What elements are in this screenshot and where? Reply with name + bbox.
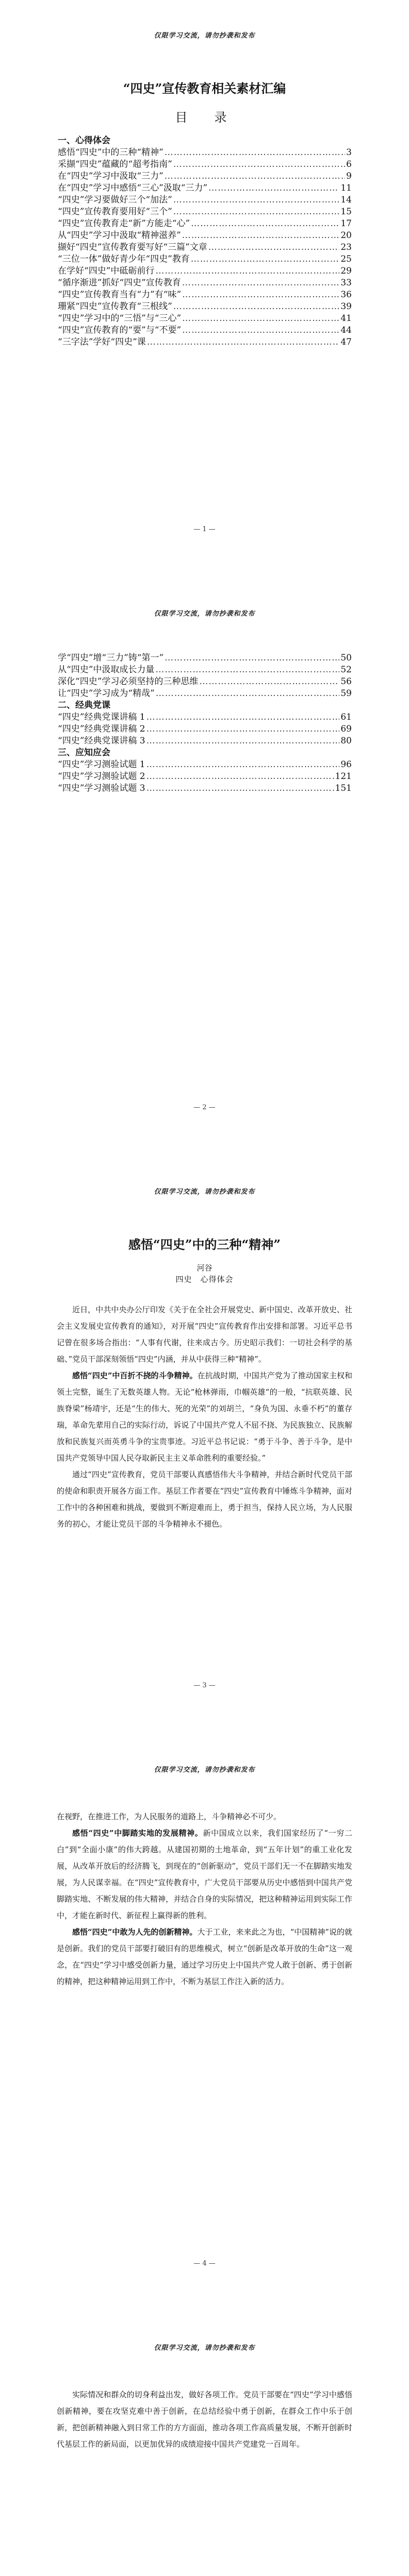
page-header: 仅限学习交流，请勿抄袭和发布 (154, 610, 255, 618)
toc-entry-page: 25 (340, 254, 352, 264)
toc-entry-page: 17 (340, 218, 352, 229)
article-author: 河谷 (197, 1263, 212, 1273)
toc-entry-page: 47 (340, 337, 352, 347)
toc-leader-dots (156, 688, 340, 700)
toc-entry-title: 深化“四史”学习必须坚持的三种思维 (58, 676, 199, 687)
page-2 (0, 578, 409, 1156)
toc-entry-page: 96 (340, 759, 352, 770)
toc-leader-dots (173, 194, 340, 206)
toc-entry-title: “四史”宣传教育要用好“三个” (58, 207, 172, 217)
toc-entry-page: 56 (340, 676, 352, 687)
toc-entry-title: “四史”学习测验试题 2 (58, 771, 145, 782)
paragraph (57, 1367, 352, 1466)
page-header: 仅限学习交流，请勿抄袭和发布 (154, 32, 255, 40)
toc-leader-dots (208, 242, 340, 253)
paragraph (57, 1466, 352, 1532)
toc-entry-title: “三字法”学好“四史”课 (58, 337, 146, 347)
toc-entry-title: “四史”学习测验试题 3 (58, 783, 145, 793)
paragraph-text: 在视野，在推进工作，为人民服务的道路上，斗争精神必不可少。 (57, 1812, 282, 1821)
article-title: 感悟“四史”中的三种“精神” (128, 1237, 281, 1252)
toc-leader-dots (147, 336, 340, 348)
toc-entry-page: 59 (340, 688, 352, 699)
toc-entry[interactable] (58, 759, 352, 771)
toc-entry[interactable] (58, 230, 352, 242)
toc-entry[interactable] (58, 253, 352, 265)
toc-entry-title: 感悟“四史”中的三种“精神” (58, 147, 163, 158)
toc-entry-title: “四史”经典党课讲稿 2 (58, 724, 145, 734)
document-title: “四史”宣传教育相关素材汇编 (123, 81, 286, 96)
toc-leader-dots (146, 771, 334, 783)
toc-entry[interactable] (58, 242, 352, 253)
paragraph-text: 实际情况和群众的切身利益出发，做好各项工作。党员干部要在“四史”学习中感悟创新精神，要在攻坚克难中善于创新，在总结经验中勇于创新，在群众工作中乐于创新，把创新精神融入到日常工作的方方面面，推动各项工作高质量发展，不断开创新时代基层工作的新局面，以更加优异的成绩迎接中国共产党建党一百周年。 (57, 2390, 352, 2449)
toc-section-heading: 一、心得体会 (58, 135, 110, 146)
toc-entry-page: 69 (340, 724, 352, 734)
toc-entry-page: 80 (340, 736, 352, 746)
paragraph-lead: 感悟“四史”中百折不挠的斗争精神。 (72, 1371, 198, 1380)
toc-entry-title: 让“四史”学习成为“精哉” (58, 688, 155, 699)
toc-entry-page: 121 (335, 771, 352, 782)
toc-leader-dots (146, 735, 340, 747)
toc-section-heading: 三、应知应会 (58, 748, 110, 758)
article-body (57, 2386, 352, 2452)
toc-entry-title: “四史”经典党课讲稿 1 (58, 712, 145, 722)
page-header: 仅限学习交流，请勿抄袭和发布 (154, 1188, 255, 1196)
toc-entry[interactable] (58, 676, 352, 688)
toc-leader-dots (173, 206, 340, 218)
toc-entry[interactable] (58, 783, 352, 794)
toc-entry-title: “循序渐进”抓好“四史”宣传教育 (58, 278, 181, 288)
toc-leader-dots (173, 159, 345, 171)
toc-leader-dots (146, 723, 340, 735)
page-1 (0, 0, 409, 578)
toc-entry-page: 29 (340, 266, 352, 276)
paragraph-text: 在抗战时期，中国共产党为了推动国家主权和领土完整，诞生了无数英雄人物。无论“枪林弹雨，巾帼英雄”的一般，“抗联英雄、民族脊梁”杨靖宇，还是“生的伟大、死的光荣”的刘胡兰，“身负为国、永垂不朽”的董存瑞，革命先辈用自己的实际行动，诉说了中国共产党人不屈不挠、为民族独立、民族解放和民族复兴而英勇斗争的宝贵事迹。习近平总书记说：“勇于斗争、善于斗争，是中国共产党领导中国人民夺取新民主主义革命胜利的重要经验。” (57, 1371, 352, 1463)
toc-entry-page: 6 (346, 159, 352, 170)
toc-entry-title: 在“四史”学习中汲取“三力” (58, 171, 163, 181)
toc-entry[interactable] (58, 289, 352, 301)
toc-entry-page: 9 (346, 171, 352, 181)
toc-leader-dots (208, 182, 339, 194)
toc-entry-page: 44 (340, 325, 352, 335)
toc-entry-title: “四史”学习测验试题 1 (58, 759, 145, 770)
article-byline: 四史 心得体会 (175, 1275, 234, 1284)
toc-leader-dots (165, 147, 345, 159)
toc-entry-page: 39 (340, 301, 352, 312)
toc-heading: 目 录 (175, 110, 234, 125)
toc-entry-title: “四史”学习要做好三个“加法” (58, 195, 172, 205)
toc-entry-page: 3 (346, 147, 352, 158)
paragraph-lead: 感悟“四史”中脚踏实地的发展精神。 (72, 1828, 203, 1838)
toc-entry-title: 珊紧“四史”宣传教育“三根线” (58, 301, 172, 312)
toc-entry-page: 151 (335, 783, 352, 793)
table-of-contents (58, 135, 352, 348)
toc-leader-dots (199, 676, 339, 688)
toc-entry[interactable] (58, 159, 352, 171)
toc-entry[interactable] (58, 711, 352, 723)
toc-entry-title: 从“四史”中汲取成长力量 (58, 665, 155, 675)
toc-entry-page: 52 (340, 665, 352, 675)
toc-entry-page: 20 (340, 230, 352, 241)
toc-entry[interactable] (58, 735, 352, 747)
toc-entry-page: 14 (340, 195, 352, 205)
toc-entry[interactable] (58, 218, 352, 230)
page-4 (0, 1734, 409, 2312)
toc-leader-dots (182, 289, 339, 301)
page-header: 仅限学习交流，请勿抄袭和发布 (154, 1766, 255, 1774)
toc-entry-title: “四史”宣传教育的“要”与“不要” (58, 325, 182, 335)
page-5 (0, 2312, 409, 2576)
page-header: 仅限学习交流，请勿抄袭和发布 (154, 2344, 255, 2352)
toc-leader-dots (155, 664, 339, 676)
toc-entry-title: 撷好“四史”宣传教育要写好“三篇”文章 (58, 242, 207, 252)
paragraph (57, 2386, 352, 2452)
paragraph (57, 1808, 352, 1825)
toc-leader-dots (182, 230, 340, 242)
page-3 (0, 1156, 409, 1734)
toc-entry-page: 36 (340, 290, 352, 300)
toc-entry-page: 15 (340, 207, 352, 217)
paragraph-text: 大于工业，来来此之为也，“中国精神”说的就是创新。我们的党员干部要打破旧有的思维模式，树立“创新是改革开放的生命”这一观念，在“四史”学习中感受创新力量，通过学习历史上中国共产党人敢于创新、勇于创新的精神，把这种精神运用到工作中，不断为基层工作注入新的活力。 (57, 1927, 352, 1986)
page-number: — 4 — (193, 2260, 216, 2267)
toc-entry[interactable] (58, 206, 352, 218)
toc-entry[interactable] (58, 277, 352, 289)
page-number: — 1 — (193, 526, 216, 533)
toc-leader-dots (182, 313, 339, 325)
toc-entry-title: 在学好“四史”中砥砺前行 (58, 266, 155, 276)
table-of-contents-continued (58, 652, 352, 794)
toc-leader-dots (173, 301, 340, 313)
paragraph (57, 1301, 352, 1367)
toc-leader-dots (165, 652, 339, 664)
toc-entry-title: 学“四史”增“三力”铸“第一” (58, 653, 164, 663)
paragraph-text: 新中国成立以来，我们国家经历了“一穷二白”到“全面小康”的伟大跨越。从建国初期的土地革命，到“五年计划”的重工业化发展，从改革开放后的经济腾飞，到现在的“创新驱动”，党员干部们无一不在脚踏实地发展，为人民谋幸福。在“四史”宣传教育中，广大党员干部要从历史中感悟到中国共产党脚踏实地、不断发展的伟大精神，并结合自身的实际情况，把这种精神运用到实际工作中，才能在新时代、新征程上赢得新的胜利。 (57, 1828, 352, 1920)
article-body (57, 1301, 352, 1532)
toc-entry-page: 50 (340, 653, 352, 663)
paragraph-text: 通过“四史”宣传教育，党员干部要认真感悟伟大斗争精神，并结合新时代党员干部的使命和职责开展各方面工作。基层工作者要在“四史”宣传教育中锤炼斗争精神，面对工作中的各种困难和挑战，要做到不断迎难而上，勇于担当，保持人民立场，为人民服务的初心，才能让党员干部的斗争精神永不褪色。 (57, 1470, 352, 1529)
toc-entry[interactable] (58, 723, 352, 735)
toc-entry-title: “四史”宣传教育当有“力”有“味” (58, 290, 182, 300)
paragraph-lead: 感悟“四史”中敢为人先的创新精神。 (72, 1927, 198, 1937)
toc-entry-title: 在“四史”学习中感悟“三心”汲取“三力” (58, 183, 208, 193)
toc-entry-title: “四史”经典党课讲稿 3 (58, 736, 145, 746)
toc-entry-page: 33 (340, 278, 352, 288)
toc-entry[interactable] (58, 336, 352, 348)
toc-leader-dots (146, 759, 340, 771)
toc-leader-dots (165, 171, 345, 182)
toc-leader-dots (191, 218, 339, 230)
toc-entry[interactable] (58, 664, 352, 676)
toc-entry-page: 41 (340, 313, 352, 324)
toc-entry[interactable] (58, 771, 352, 783)
paragraph-text: 近日，中共中央办公厅印发《关于在全社会开展党史、新中国史、改革开放史、社会主义发展史宣传教育的通知》，对开展“四史”宣传教育作出安排和部署。习近平总书记曾在很多场合指出：“人事有代谢，往来成古今。历史昭示我们：一切社会科学的基础、”党员干部深刻领悟“四史”内涵，并从中获得三种“精神”。 (57, 1305, 352, 1364)
toc-entry-page: 11 (340, 183, 352, 193)
paragraph (57, 1825, 352, 1924)
toc-entry[interactable] (58, 147, 352, 159)
toc-entry-title: 从“四史”学习中汲取“精神滋养” (58, 230, 181, 241)
toc-entry-page: 23 (340, 242, 352, 252)
toc-entry-page: 61 (340, 712, 352, 722)
toc-leader-dots (191, 253, 340, 265)
page-number: — 3 — (193, 1682, 216, 1689)
toc-leader-dots (155, 265, 339, 277)
toc-leader-dots (182, 277, 340, 289)
toc-leader-dots (146, 783, 334, 794)
toc-entry[interactable] (58, 171, 352, 182)
toc-section-heading: 二、经典党课 (58, 700, 110, 710)
toc-entry[interactable] (58, 194, 352, 206)
toc-entry[interactable] (58, 652, 352, 664)
toc-entry[interactable] (58, 325, 352, 336)
toc-entry[interactable] (58, 182, 352, 194)
toc-entry[interactable] (58, 313, 352, 325)
toc-entry-title: “四史”学习中的“三悟”与“三心” (58, 313, 182, 324)
toc-entry-title: 采撷“四史”蕴藏的“超考指南” (58, 159, 172, 170)
paragraph (57, 1924, 352, 1990)
page-number: — 2 — (193, 1104, 216, 1111)
toc-entry[interactable] (58, 688, 352, 700)
toc-entry-title: “三位一体”做好青少年“四史”教育 (58, 254, 190, 264)
toc-entry-title: “四史”宣传教育走“新”方能走“心” (58, 218, 190, 229)
toc-leader-dots (182, 325, 339, 336)
toc-entry[interactable] (58, 265, 352, 277)
toc-entry[interactable] (58, 301, 352, 313)
toc-leader-dots (146, 711, 340, 723)
article-body (57, 1808, 352, 1990)
